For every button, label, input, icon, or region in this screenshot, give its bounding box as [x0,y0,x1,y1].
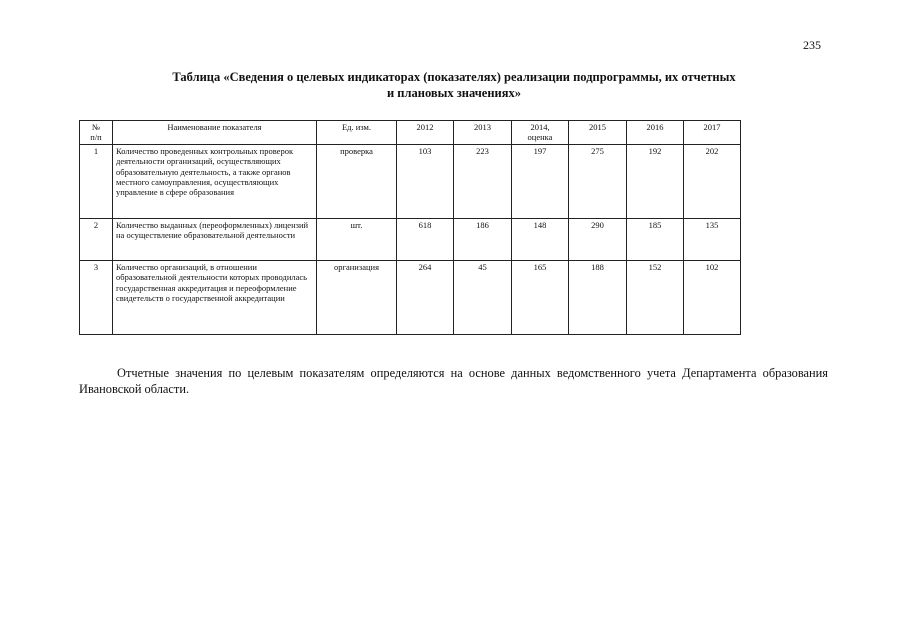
table-row [80,261,741,335]
header-num-line-2: п/п [90,132,102,143]
row-value-2015: 275 [569,145,627,219]
row-value-2012: 264 [397,261,454,335]
indicators-table [79,120,741,335]
row-num: 3 [80,261,113,335]
row-name: Количество организаций, в отношении образовательной деятельности которых проводилась государственная аккредитация и переоформление свидетельств о государственной аккредитации [113,261,317,335]
row-num: 2 [80,219,113,261]
header-2013: 2013 [454,121,512,145]
header-2014-line-2: оценка [527,132,553,143]
row-value-2017: 102 [684,261,741,335]
table-row [80,219,741,261]
row-unit: шт. [317,219,397,261]
row-name: Количество выданных (переоформленных) лицензий на осуществление образовательной деятельности [113,219,317,261]
header-2016: 2016 [627,121,684,145]
row-value-2016: 185 [627,219,684,261]
header-2014-line-1: 2014, [530,122,550,132]
row-name: Количество проведенных контрольных проверок деятельности организаций, осуществляющих образовательную деятельность, а также органов местного самоуправления, осуществляющих управление в сфере образования [113,145,317,219]
table-row [80,145,741,219]
row-value-2013: 45 [454,261,512,335]
header-num-line-1: № [91,122,101,132]
row-value-2017: 202 [684,145,741,219]
row-value-2016: 192 [627,145,684,219]
table-title [90,69,818,101]
footnote-paragraph: Отчетные значения по целевым показателям определяются на основе данных ведомственного учета Департамента образования Ивановской области. [79,366,828,396]
row-value-2014: 197 [512,145,569,219]
header-name: Наименование показателя [113,121,317,145]
row-unit: организация [317,261,397,335]
header-2014 [512,121,569,145]
row-value-2013: 223 [454,145,512,219]
row-value-2014: 165 [512,261,569,335]
header-2017: 2017 [684,121,741,145]
row-value-2013: 186 [454,219,512,261]
row-num: 1 [80,145,113,219]
row-value-2012: 618 [397,219,454,261]
row-value-2014: 148 [512,219,569,261]
row-value-2017: 135 [684,219,741,261]
table-header-row [80,121,741,145]
header-num [80,121,113,145]
table-title-line-2: и плановых значениях» [386,86,522,100]
row-value-2015: 290 [569,219,627,261]
header-unit: Ед. изм. [317,121,397,145]
header-2015: 2015 [569,121,627,145]
header-2012: 2012 [397,121,454,145]
table-title-line-1: Таблица «Сведения о целевых индикаторах (показателях) реализации подпрограммы, их отчетных [172,70,736,84]
row-unit: проверка [317,145,397,219]
row-value-2016: 152 [627,261,684,335]
row-value-2012: 103 [397,145,454,219]
row-value-2015: 188 [569,261,627,335]
page-number: 235 [803,38,821,52]
